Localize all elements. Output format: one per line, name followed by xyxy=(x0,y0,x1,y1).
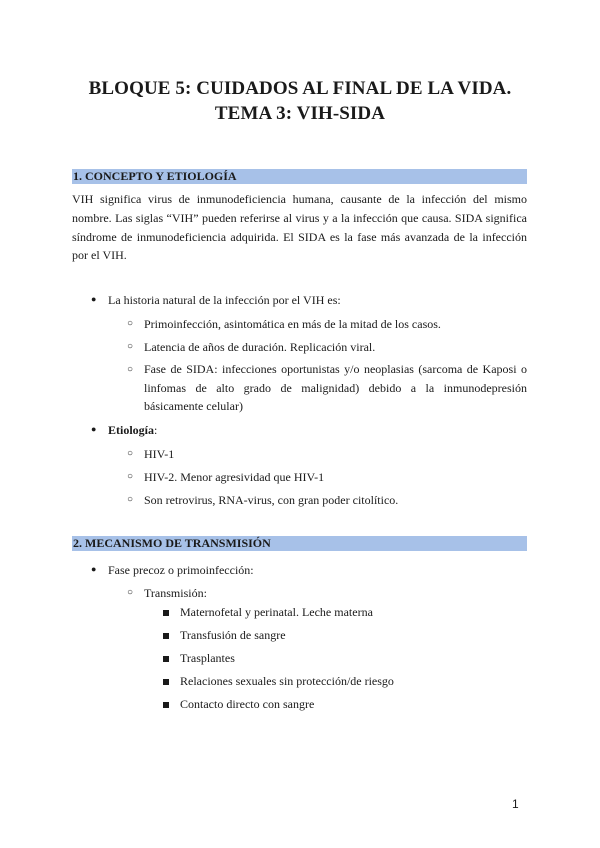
etiologia-label: Etiología xyxy=(108,423,155,437)
etiologia-item: HIV-1 xyxy=(144,447,175,461)
section-heading-concepto xyxy=(72,169,527,184)
bullet-circle-icon: ○ xyxy=(127,587,134,598)
page-number: 1 xyxy=(512,797,519,811)
bullet-circle-icon: ○ xyxy=(127,341,134,352)
etiologia-heading xyxy=(108,421,157,439)
paragraph-line: síndrome de inmunodeficiencia adquirida. El SIDA es la fase más avanzada de la infección xyxy=(72,229,527,244)
bullet-circle-icon: ○ xyxy=(127,364,134,375)
etiologia-item: Son retrovirus, RNA-virus, con gran poder citolítico. xyxy=(144,493,399,507)
bullet-circle-icon: ○ xyxy=(127,471,134,482)
bullet-square-icon xyxy=(163,702,169,708)
bullet-circle-icon: ○ xyxy=(127,448,134,459)
paragraph-line: VIH significa virus de inmunodeficiencia humana, causante de la infección del mismo xyxy=(72,192,527,206)
bullet-square-icon xyxy=(163,656,169,662)
bullet-disc-icon: ● xyxy=(91,294,97,304)
fase-precoz: Fase precoz o primoinfección: xyxy=(108,563,254,577)
bullet-disc-icon: ● xyxy=(91,564,97,574)
bullet-disc-icon: ● xyxy=(91,424,97,434)
section-heading-text: 1. CONCEPTO Y ETIOLOGÍA xyxy=(73,169,237,183)
historia-item: Fase de SIDA: infecciones oportunistas y/o neoplasias (sarcoma de Kaposi o linfomas de alto grado de malignidad) debido a la inmunodepresión básicamente celular) xyxy=(144,362,527,413)
section-heading-text: 2. MECANISMO DE TRANSMISIÓN xyxy=(73,536,271,550)
historia-intro: La historia natural de la infección por el VIH es: xyxy=(108,293,341,307)
section-heading-transmision xyxy=(72,536,527,551)
paragraph-line: nombre. Las siglas “VIH” pueden referirse al virus y a la infección que causa. SIDA significa xyxy=(72,210,527,225)
page-title-line-1: BLOQUE 5: CUIDADOS AL FINAL DE LA VIDA. xyxy=(88,78,512,99)
page-title-line-2: TEMA 3: VIH-SIDA xyxy=(214,103,386,124)
bullet-square-icon xyxy=(163,610,169,616)
historia-item: Latencia de años de duración. Replicación viral. xyxy=(144,340,376,354)
transmision-item: Relaciones sexuales sin protección/de riesgo xyxy=(180,674,394,688)
bullet-square-icon xyxy=(163,679,169,685)
bullet-circle-icon: ○ xyxy=(127,318,134,329)
paragraph-line: por el VIH. xyxy=(72,248,127,263)
transmision-label: Transmisión: xyxy=(144,586,207,600)
etiologia-colon: : xyxy=(154,423,158,437)
etiologia-item: HIV-2. Menor agresividad que HIV-1 xyxy=(144,470,325,484)
transmision-item: Maternofetal y perinatal. Leche materna xyxy=(180,605,373,619)
intro-paragraph xyxy=(72,190,527,265)
transmision-item: Contacto directo con sangre xyxy=(180,697,315,711)
historia-item: Primoinfección, asintomática en más de la mitad de los casos. xyxy=(144,317,441,331)
transmision-item: Trasplantes xyxy=(180,651,235,665)
bullet-square-icon xyxy=(163,633,169,639)
bullet-circle-icon: ○ xyxy=(127,494,134,505)
transmision-item: Transfusión de sangre xyxy=(180,628,286,642)
